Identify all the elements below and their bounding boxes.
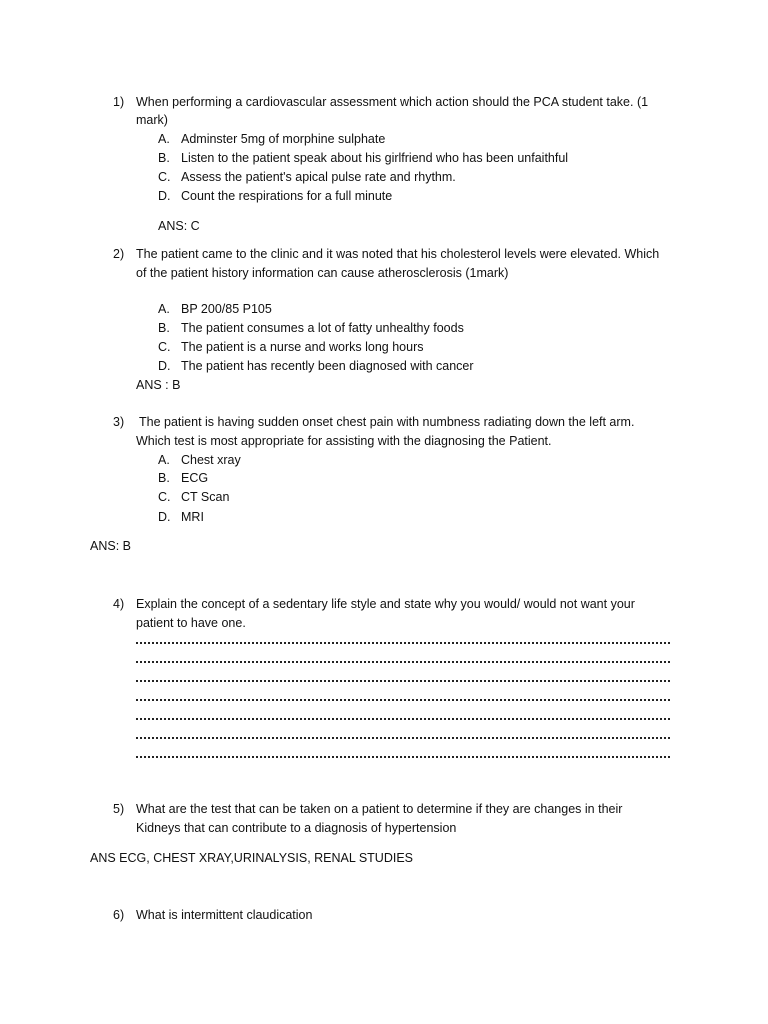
q4-text-line2: patient to have one.: [136, 616, 246, 630]
q3-option-c-letter: C.: [158, 490, 171, 504]
q3-text-line1: The patient is having sudden onset chest pain with numbness radiating down the left arm.: [139, 415, 635, 429]
q2-option-a-letter: A.: [158, 302, 170, 316]
q2-option-d-letter: D.: [158, 359, 171, 373]
q2-text-line1: The patient came to the clinic and it was noted that his cholesterol levels were elevated. Which: [136, 247, 660, 261]
q5-text-line1: What are the test that can be taken on a patient to determine if they are changes in their: [136, 802, 623, 816]
q1-option-a-letter: A.: [158, 132, 170, 146]
q3-option-b: ECG: [181, 471, 209, 485]
q5-text-line2: Kidneys that can contribute to a diagnosis of hypertension: [136, 821, 457, 835]
answer-dotted-line: [136, 718, 670, 720]
q1-option-b: Listen to the patient speak about his girlfriend who has been unfaithful: [181, 151, 569, 165]
q2-option-d: The patient has recently been diagnosed with cancer: [181, 359, 474, 373]
q1-option-a: Adminster 5mg of morphine sulphate: [181, 132, 386, 146]
q1-text-line2: mark): [136, 113, 168, 127]
answer-dotted-line: [136, 699, 670, 701]
q1-text-line1: When performing a cardiovascular assessment which action should the PCA student take. (1: [136, 95, 649, 109]
q3-option-b-letter: B.: [158, 471, 170, 485]
q3-text-line2: Which test is most appropriate for assisting with the diagnosing the Patient.: [136, 434, 552, 448]
q2-option-c-letter: C.: [158, 340, 171, 354]
answer-dotted-line: [136, 756, 670, 758]
q1-number: 1): [113, 95, 125, 109]
q3-option-d: MRI: [181, 510, 204, 524]
q3-option-a: Chest xray: [181, 453, 241, 467]
q2-option-b-letter: B.: [158, 321, 170, 335]
q3-option-a-letter: A.: [158, 453, 170, 467]
q2-answer: ANS : B: [136, 378, 181, 392]
q1-option-c-letter: C.: [158, 170, 171, 184]
q3-option-c: CT Scan: [181, 490, 230, 504]
answer-dotted-line: [136, 737, 670, 739]
q1-option-b-letter: B.: [158, 151, 170, 165]
answer-dotted-line: [136, 680, 670, 682]
q1-option-d: Count the respirations for a full minute: [181, 189, 393, 203]
q1-option-c: Assess the patient's apical pulse rate and rhythm.: [181, 170, 456, 184]
q4-number: 4): [113, 597, 125, 611]
q3-answer: ANS: B: [90, 539, 131, 553]
q2-number: 2): [113, 247, 125, 261]
answer-dotted-line: [136, 642, 670, 644]
q5-answer: ANS ECG, CHEST XRAY,URINALYSIS, RENAL STUDIES: [90, 851, 414, 865]
q2-option-c: The patient is a nurse and works long hours: [181, 340, 424, 354]
q3-option-d-letter: D.: [158, 510, 171, 524]
q2-option-a: BP 200/85 P105: [181, 302, 272, 316]
q4-text-line1: Explain the concept of a sedentary life style and state why you would/ would not want your: [136, 597, 635, 611]
q6-number: 6): [113, 908, 125, 922]
q1-answer: ANS: C: [158, 219, 200, 233]
answer-dotted-line: [136, 661, 670, 663]
q2-option-b: The patient consumes a lot of fatty unhealthy foods: [181, 321, 464, 335]
q1-option-d-letter: D.: [158, 189, 171, 203]
q6-text-line1: What is intermittent claudication: [136, 908, 313, 922]
q5-number: 5): [113, 802, 125, 816]
q2-text-line2: of the patient history information can cause atherosclerosis (1mark): [136, 266, 509, 280]
q3-number: 3): [113, 415, 125, 429]
